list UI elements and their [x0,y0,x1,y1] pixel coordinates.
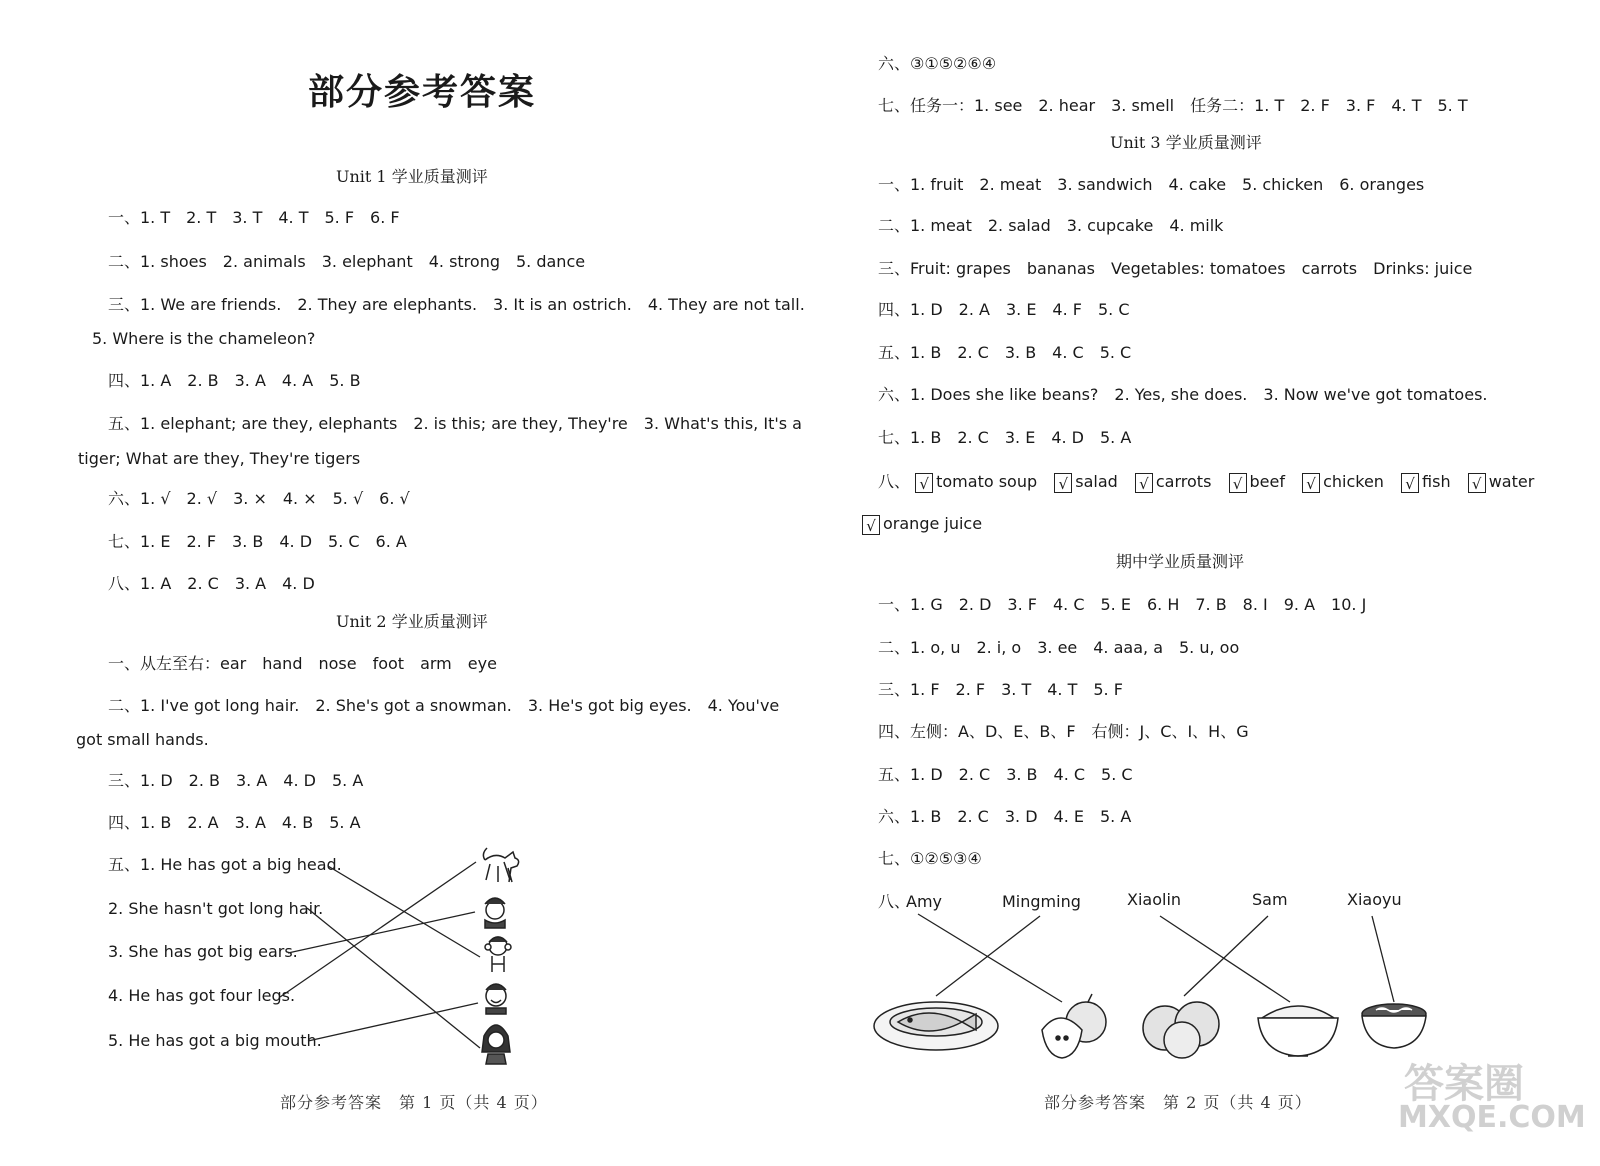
name-amy: Amy [906,892,942,911]
section-8-label: 八、 [878,472,911,491]
unit3-section-3: 三、Fruit: grapes bananas Vegetables: tomatoes carrots Drinks: juice [878,259,1473,278]
unit1-section-2: 二、1. shoes 2. animals 3. elephant 4. strong 5. dance [108,252,586,271]
match-sentence-4: 4. He has got four legs. [108,986,296,1005]
match-sentence-2: 2. She hasn't got long hair. [108,899,324,918]
unit2-section-4: 四、1. B 2. A 3. A 4. B 5. A [108,813,361,832]
unit2-section-1: 一、从左至右：ear hand nose foot arm eye [108,654,497,673]
unit3-section-5: 五、1. B 2. C 3. B 4. C 5. C [878,343,1132,362]
match-line-5 [308,1003,478,1041]
unit3-section-6: 六、1. Does she like beans? 2. Yes, she does. 3. Now we've got tomatoes. [878,385,1488,404]
unit1-section-3a: 三、1. We are friends. 2. They are elephants. 3. It is an ostrich. 4. They are not tall. [108,295,805,314]
fish-plate-figure [874,1002,998,1050]
unit3-section-1: 一、1. fruit 2. meat 3. sandwich 4. cake 5. chicken 6. oranges [878,175,1425,194]
match-line-xiaolin-rice [1160,916,1290,1002]
checkbox-checked-icon: √ [1468,473,1486,493]
checkbox-checked-icon: √ [1302,473,1320,493]
food-matching-diagram [870,910,1450,1070]
match-line-xiaoyu-bowl [1372,916,1394,1002]
unit2-section-2a: 二、1. I've got long hair. 2. She's got a snowman. 3. He's got big eyes. 4. You've [108,696,780,715]
checked-item: √ salad [1054,472,1118,491]
unit3-section-4: 四、1. D 2. A 3. E 4. F 5. C [878,300,1130,319]
page-title: 部分参考答案 [308,71,537,113]
unit2-heading: Unit 2 学业质量测评 [336,612,488,631]
unit3-section-8 [878,472,1546,493]
match-line-4 [280,862,476,997]
match-line-sam-oranges [1184,916,1268,996]
right-footer: 部分参考答案 第 2 页（共 4 页） [1044,1093,1312,1112]
checked-item: √ carrots [1135,472,1212,491]
checkbox-checked-icon: √ [1135,473,1153,493]
match-line-mingming-fish [936,916,1040,996]
midterm-section-2: 二、1. o, u 2. i, o 3. ee 4. aaa, a 5. u, oo [878,638,1240,657]
horse-figure [483,848,518,882]
unit3-heading: Unit 3 学业质量测评 [1110,133,1262,152]
name-xiaoyu: Xiaoyu [1347,890,1402,909]
unit3-section-2: 二、1. meat 2. salad 3. cupcake 4. milk [878,216,1224,235]
unit1-heading: Unit 1 学业质量测评 [336,167,488,186]
midterm-heading: 期中学业质量测评 [1116,552,1245,571]
midterm-section-8-label: 八、 [878,892,911,911]
checked-item: √ tomato soup [915,472,1037,491]
unit1-section-1: 一、1. T 2. T 3. T 4. T 5. F 6. F [108,208,400,227]
checkbox-checked-icon: √ [915,473,933,493]
boy-big-mouth-figure [486,984,506,1014]
unit1-section-5b: tiger; What are they, They're tigers [78,449,361,468]
unit2-section-2b: got small hands. [76,730,209,749]
midterm-section-4: 四、左侧：A、D、E、B、F 右侧：J、C、I、H、G [878,722,1249,741]
checked-item: √ beef [1229,472,1285,491]
name-mingming: Mingming [1002,892,1081,911]
boy-big-ears-figure [485,937,511,972]
checked-item: √ chicken [1302,472,1384,491]
left-matching-diagram [280,840,540,1070]
checkbox-checked-icon: √ [1054,473,1072,493]
checkbox-checked-icon: √ [862,515,880,535]
rice-bowl-figure [1258,1006,1338,1056]
match-sentence-5: 5. He has got a big mouth. [108,1031,322,1050]
oranges-figure [1143,1002,1219,1058]
midterm-section-3: 三、1. F 2. F 3. T 4. T 5. F [878,680,1123,699]
midterm-section-5: 五、1. D 2. C 3. B 4. C 5. C [878,765,1133,784]
checkbox-checked-icon: √ [1229,473,1247,493]
girl-long-hair-figure [482,1025,510,1064]
checkbox-checked-icon: √ [1401,473,1419,493]
apple-figure [1042,994,1106,1058]
unit1-section-4: 四、1. A 2. B 3. A 4. A 5. B [108,371,361,390]
checked-item: √ water [1468,472,1535,491]
unit1-section-6: 六、1. √ 2. √ 3. × 4. × 5. √ 6. √ [108,489,410,508]
name-xiaolin: Xiaolin [1127,890,1182,909]
match-line-2 [307,908,480,1048]
noodle-bowl-figure [1362,1004,1426,1048]
name-sam: Sam [1252,890,1288,909]
watermark-logo: 答案圈 [1404,1061,1524,1107]
match-line-amy-apple [918,914,1062,1002]
midterm-section-1: 一、1. G 2. D 3. F 4. C 5. E 6. H 7. B 8. I 9. A 10. J [878,595,1367,614]
girl-pigtails-figure [485,898,505,928]
right-top-section-7: 七、任务一：1. see 2. hear 3. smell 任务二：1. T 2. F 3. F 4. T 5. T [878,96,1468,115]
unit2-section-3: 三、1. D 2. B 3. A 4. D 5. A [108,771,364,790]
unit1-section-5a: 五、1. elephant; are they, elephants 2. is this; are they, They're 3. What's this, It's a [108,414,802,433]
match-sentence-1: 五、1. He has got a big head. [108,855,342,874]
right-top-section-6: 六、③①⑤②⑥④ [878,54,997,73]
left-footer: 部分参考答案 第 1 页（共 4 页） [280,1093,548,1112]
midterm-section-6: 六、1. B 2. C 3. D 4. E 5. A [878,807,1132,826]
checked-item: √ orange juice [862,514,982,535]
midterm-section-7: 七、①②⑤③④ [878,849,982,868]
unit1-section-7: 七、1. E 2. F 3. B 4. D 5. C 6. A [108,532,407,551]
watermark-url: MXQE.COM [1398,1100,1586,1135]
match-sentence-3: 3. She has got big ears. [108,942,298,961]
unit1-section-3b: 5. Where is the chameleon? [92,329,316,348]
unit1-section-8: 八、1. A 2. C 3. A 4. D [108,574,315,593]
unit3-section-7: 七、1. B 2. C 3. E 4. D 5. A [878,428,1132,447]
checked-item: √ fish [1401,472,1451,491]
match-line-3 [288,912,475,953]
